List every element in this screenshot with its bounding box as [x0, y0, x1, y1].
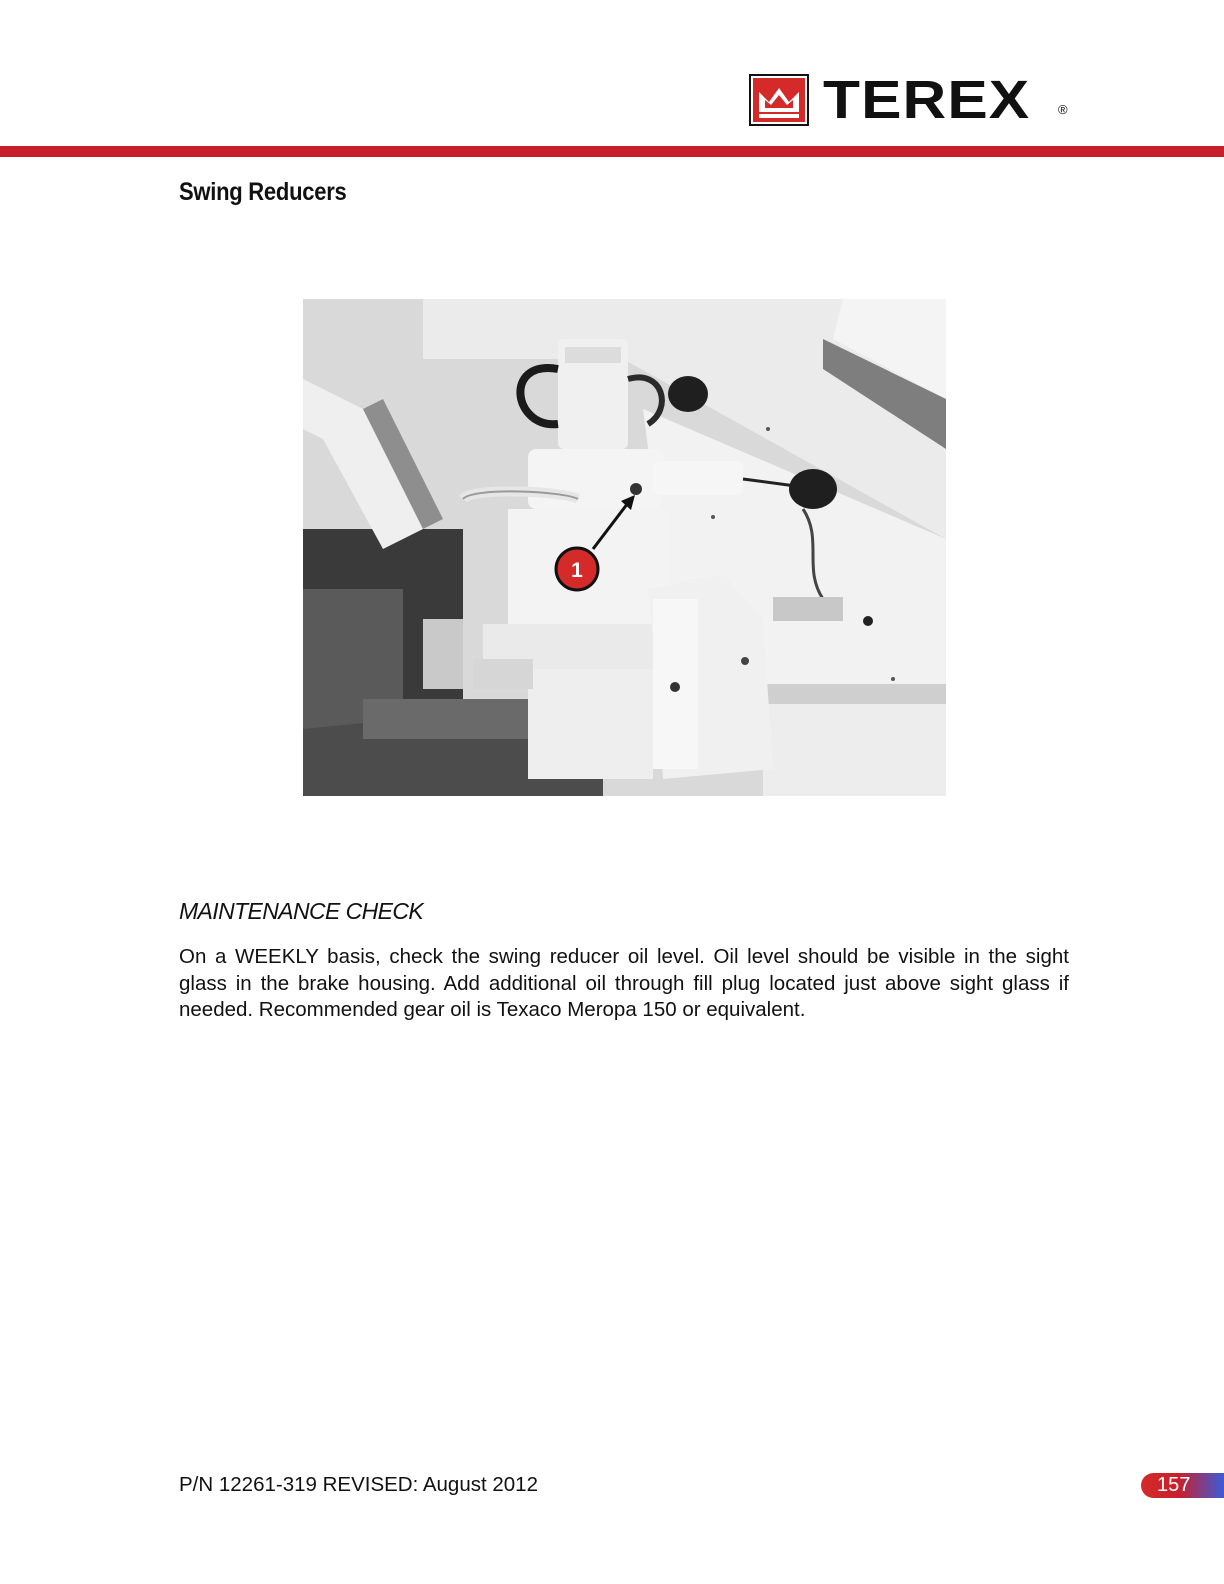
maintenance-body: On a WEEKLY basis, check the swing reducer oil level. Oil level should be visible in the sight glass in the brake housing. Add additional oil through fill plug located just above sight glass if needed. Recommended gear oil is Texaco Meropa 150 or equivalent.	[179, 945, 1069, 1021]
header-rule	[0, 146, 1224, 157]
swing-reducer-photo	[303, 299, 946, 796]
maintenance-heading: MAINTENANCE CHECK	[179, 898, 424, 924]
footer-part-number: P/N 12261-319 REVISED: August 2012	[179, 1473, 538, 1496]
page-number-badge: 157	[1141, 1473, 1224, 1498]
section-title: Swing Reducers	[179, 178, 347, 206]
terex-logo	[749, 70, 1068, 130]
registered-mark: ®	[1058, 102, 1068, 117]
terex-crown-logo-icon	[749, 74, 809, 126]
callout-number-1: 1	[571, 559, 583, 582]
brand-wordmark: TEREX	[823, 70, 1031, 130]
